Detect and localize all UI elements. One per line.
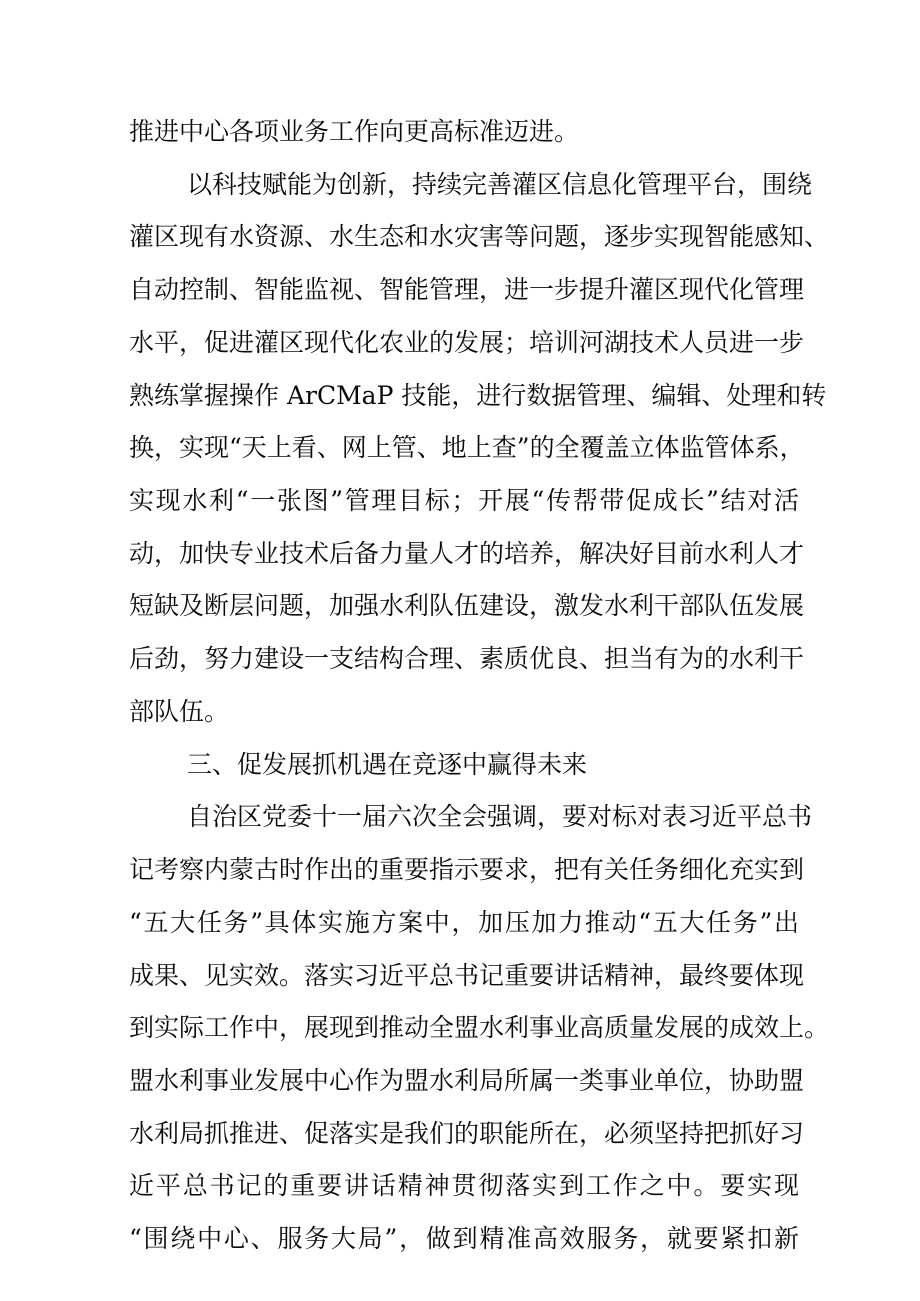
text-line-22: “围绕中心、服务大局”，做到精准高效服务，就要紧扣新 [129,1224,799,1254]
text-line-3: 灌区现有水资源、水生态和水灾害等问题，逐步实现智能感知、 [129,222,830,252]
text-line-8: 实现水利“一张图”管理目标；开展“传帮带促成长”结对活 [129,486,799,516]
text-line-2: 以科技赋能为创新，持续完善灌区信息化管理平台，围绕 [187,169,813,199]
document-body [129,106,830,1266]
text-line-10: 短缺及断层问题，加强水利队伍建设，激发水利干部队伍发展 [129,591,805,621]
text-line-9: 动，加快专业技术后备力量人才的培养，解决好目前水利人才 [129,538,805,568]
text-line-17: 成果、见实效。落实习近平总书记重要讲话精神，最终要体现 [129,960,805,990]
text-line-11: 后劲，努力建设一支结构合理、素质优良、担当有为的水利干 [129,644,805,674]
text-line-20: 水利局抓推进、促落实是我们的职能所在，必须坚持把抓好习 [129,1118,805,1148]
text-line-7: 换，实现“天上看、网上管、地上查”的全覆盖立体监管体系， [129,433,805,463]
text-line-18: 到实际工作中，展现到推动全盟水利事业高质量发展的成效上。 [129,1013,830,1043]
text-line-19: 盟水利事业发展中心作为盟水利局所属一类事业单位，协助盟 [129,1065,805,1095]
text-line-15: 记考察内蒙古时作出的重要指示要求，把有关任务细化充实到 [129,855,805,885]
text-line-4: 自动控制、智能监视、智能管理，进一步提升灌区现代化管理 [129,275,805,305]
text-line-12: 部队伍。 [129,696,230,726]
text-line-16: “五大任务”具体实施方案中，加压加力推动“五大任务”出 [129,907,799,937]
section-heading: 三、促发展抓机遇在竞逐中赢得未来 [187,749,588,779]
text-line-14: 自治区党委十一届六次全会强调，要对标对表习近平总书 [187,802,813,832]
text-line-5: 水平，促进灌区现代化农业的发展；培训河湖技术人员进一步 [129,327,805,357]
text-line-21: 近平总书记的重要讲话精神贯彻落实到工作之中。要实现 [129,1171,799,1201]
text-line-1: 推进中心各项业务工作向更高标准迈进。 [129,117,580,146]
text-line-6: 熟练掌握操作 ArCMaP 技能，进行数据管理、编辑、处理和转 [129,380,827,410]
